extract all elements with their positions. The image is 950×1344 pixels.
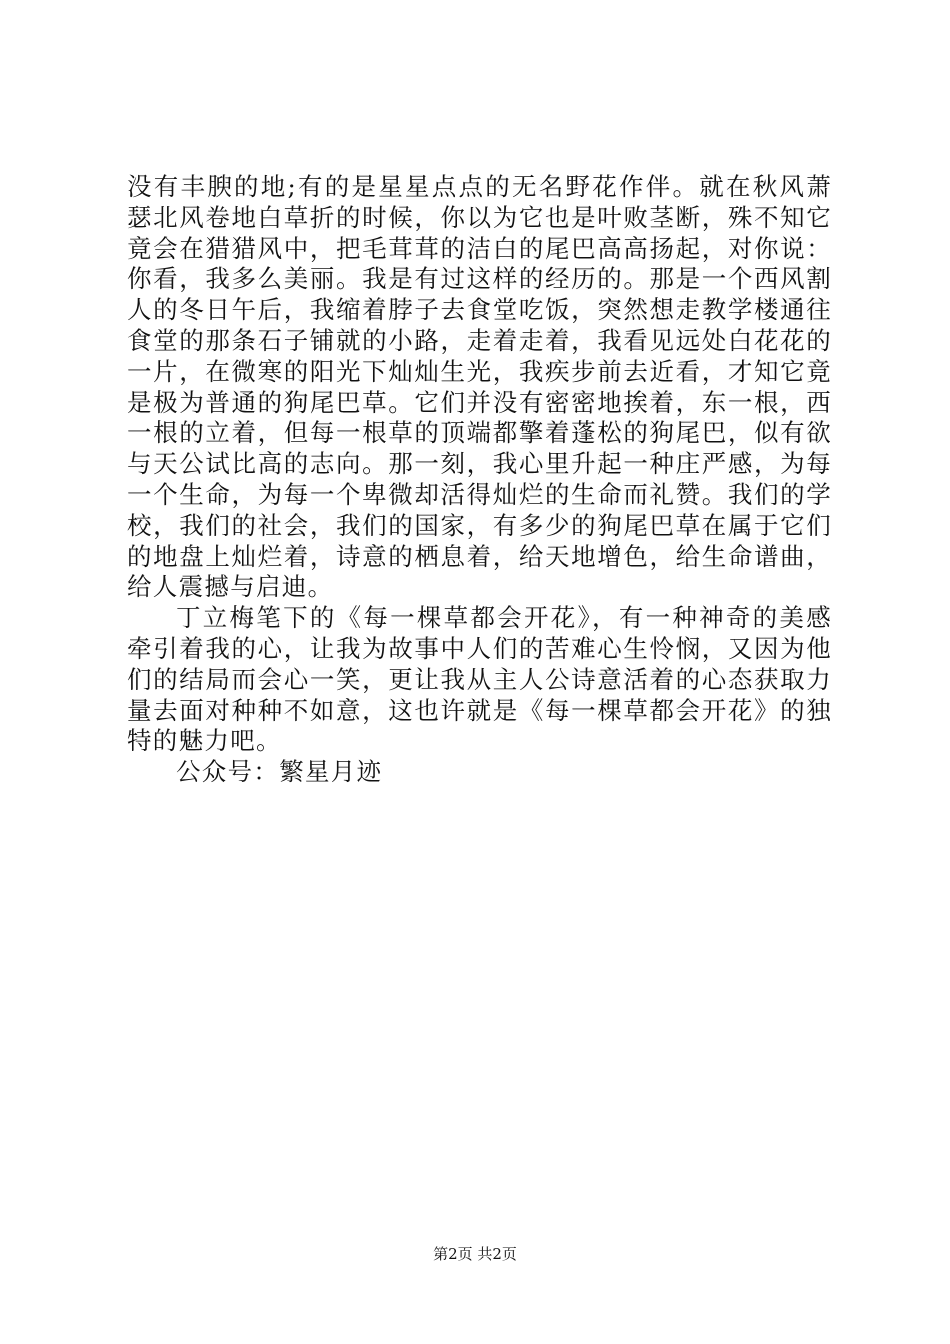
paragraph-account: 公众号：繁星月迹 [176,757,383,787]
document-body [127,172,832,788]
page-number: 第2页 共2页 [433,1245,517,1263]
paragraph-review: 丁立梅笔下的《每一棵草都会开花》，有一种神奇的美感牵引着我的心，让我为故事中人们的苦难心生怜悯，又因为他们的结局而会心一笑，更让我从主人公诗意活着的心态获取力量去面对种种不如意，这也许就是《每一棵草都会开花》的独特的魅力吧。 [127,603,832,756]
page-footer [0,1244,950,1264]
paragraph-continued: 没有丰腴的地;有的是星星点点的无名野花作伴。就在秋风萧瑟北风卷地白草折的时候，你以为它也是叶败茎断，殊不知它竟会在猎猎风中，把毛茸茸的洁白的尾巴高高扬起，对你说：你看，我多么美丽。我是有过这样的经历的。那是一个西风割人的冬日午后，我缩着脖子去食堂吃饭，突然想走教学楼通往食堂的那条石子铺就的小路，走着走着，我看见远处白花花的一片，在微寒的阳光下灿灿生光，我疾步前去近看，才知它竟是极为普通的狗尾巴草。它们并没有密密地挨着，东一根，西一根的立着，但每一根草的顶端都擎着蓬松的狗尾巴，似有欲与天公试比高的志向。那一刻，我心里升起一种庄严感，为每一个生命，为每一个卑微却活得灿烂的生命而礼赞。我们的学校，我们的社会，我们的国家，有多少的狗尾巴草在属于它们的地盘上灿烂着，诗意的栖息着，给天地增色，给生命谱曲，给人震撼与启迪。 [127,172,832,602]
